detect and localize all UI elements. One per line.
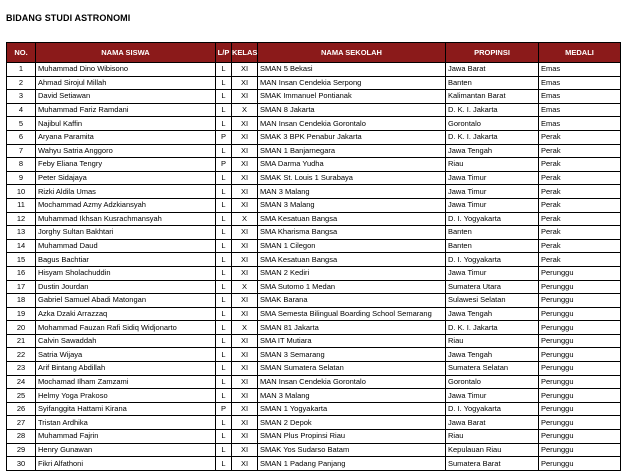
cell-nama-sekolah: SMA Kharisma Bangsa (258, 226, 446, 240)
cell-nama-sekolah: SMAK Immanuel Pontianak (258, 90, 446, 104)
cell-medali: Perunggu (539, 266, 621, 280)
cell-no: 28 (7, 430, 36, 444)
cell-lp: L (216, 226, 232, 240)
cell-nama-siswa: Feby Eliana Tengry (36, 158, 216, 172)
cell-lp: L (216, 307, 232, 321)
cell-lp: P (216, 130, 232, 144)
cell-lp: L (216, 348, 232, 362)
cell-nama-sekolah: SMAN 3 Malang (258, 198, 446, 212)
cell-no: 5 (7, 117, 36, 131)
cell-nama-sekolah: SMAK Barana (258, 294, 446, 308)
cell-lp: L (216, 375, 232, 389)
cell-nama-siswa: Satria Wijaya (36, 348, 216, 362)
cell-medali: Perunggu (539, 443, 621, 457)
table-row (7, 226, 621, 240)
cell-nama-siswa: Peter Sidajaya (36, 171, 216, 185)
cell-no: 8 (7, 158, 36, 172)
cell-propinsi: D. I. Yogyakarta (446, 212, 539, 226)
cell-medali: Emas (539, 76, 621, 90)
cell-no: 20 (7, 321, 36, 335)
cell-nama-siswa: Muhammad Fariz Ramdani (36, 103, 216, 117)
cell-nama-siswa: Fikri Alfathoni (36, 457, 216, 471)
cell-kelas: XI (232, 76, 258, 90)
cell-nama-siswa: Muhammad Ikhsan Kusrachmansyah (36, 212, 216, 226)
results-table (6, 42, 621, 471)
cell-lp: L (216, 416, 232, 430)
cell-propinsi: Sulawesi Selatan (446, 294, 539, 308)
cell-propinsi: Jawa Timur (446, 389, 539, 403)
cell-medali: Perak (539, 185, 621, 199)
cell-medali: Perak (539, 226, 621, 240)
cell-no: 14 (7, 239, 36, 253)
cell-no: 13 (7, 226, 36, 240)
cell-kelas: XI (232, 158, 258, 172)
cell-lp: L (216, 253, 232, 267)
cell-nama-siswa: Henry Gunawan (36, 443, 216, 457)
cell-no: 11 (7, 198, 36, 212)
table-row (7, 307, 621, 321)
cell-kelas: XI (232, 294, 258, 308)
cell-medali: Perak (539, 144, 621, 158)
cell-propinsi: D. K. I. Jakarta (446, 130, 539, 144)
cell-no: 19 (7, 307, 36, 321)
table-row (7, 280, 621, 294)
cell-kelas: XI (232, 198, 258, 212)
cell-no: 4 (7, 103, 36, 117)
cell-nama-siswa: Mochamad Ilham Zamzami (36, 375, 216, 389)
cell-lp: L (216, 362, 232, 376)
cell-nama-sekolah: SMAN 8 Jakarta (258, 103, 446, 117)
cell-nama-siswa: Tristan Ardhika (36, 416, 216, 430)
cell-lp: L (216, 321, 232, 335)
table-row (7, 90, 621, 104)
cell-nama-sekolah: SMAN Plus Propinsi Riau (258, 430, 446, 444)
table-row (7, 457, 621, 471)
table-row (7, 253, 621, 267)
cell-medali: Perak (539, 171, 621, 185)
cell-nama-siswa: Rizki Aldila Umas (36, 185, 216, 199)
cell-kelas: XI (232, 130, 258, 144)
cell-kelas: X (232, 103, 258, 117)
cell-propinsi: Jawa Timur (446, 171, 539, 185)
cell-no: 21 (7, 334, 36, 348)
cell-nama-sekolah: SMAN 2 Kediri (258, 266, 446, 280)
cell-propinsi: Sumatera Selatan (446, 362, 539, 376)
cell-no: 18 (7, 294, 36, 308)
cell-no: 16 (7, 266, 36, 280)
cell-nama-sekolah: SMAK St. Louis 1 Surabaya (258, 171, 446, 185)
cell-nama-siswa: Muhammad Daud (36, 239, 216, 253)
cell-medali: Perunggu (539, 280, 621, 294)
cell-nama-sekolah: MAN Insan Cendekia Serpong (258, 76, 446, 90)
cell-kelas: XI (232, 334, 258, 348)
table-header-row (7, 43, 621, 63)
cell-no: 10 (7, 185, 36, 199)
cell-no: 25 (7, 389, 36, 403)
cell-medali: Perunggu (539, 348, 621, 362)
cell-propinsi: Riau (446, 430, 539, 444)
cell-nama-sekolah: SMAN 1 Yogyakarta (258, 402, 446, 416)
cell-propinsi: D. I. Yogyakarta (446, 253, 539, 267)
cell-kelas: X (232, 280, 258, 294)
table-row (7, 362, 621, 376)
cell-medali: Perunggu (539, 416, 621, 430)
cell-nama-sekolah: SMAK 3 BPK Penabur Jakarta (258, 130, 446, 144)
cell-no: 17 (7, 280, 36, 294)
cell-lp: L (216, 334, 232, 348)
cell-kelas: XI (232, 117, 258, 131)
table-row (7, 158, 621, 172)
cell-nama-sekolah: SMAN 1 Cilegon (258, 239, 446, 253)
cell-nama-sekolah: SMA IT Mutiara (258, 334, 446, 348)
cell-kelas: XI (232, 226, 258, 240)
table-row (7, 416, 621, 430)
cell-medali: Perunggu (539, 307, 621, 321)
cell-nama-sekolah: SMAN 2 Depok (258, 416, 446, 430)
cell-no: 22 (7, 348, 36, 362)
cell-nama-sekolah: SMAN 3 Semarang (258, 348, 446, 362)
header-lp: L/P (216, 43, 232, 63)
cell-no: 15 (7, 253, 36, 267)
cell-nama-siswa: Wahyu Satria Anggoro (36, 144, 216, 158)
cell-propinsi: D. K. I. Jakarta (446, 321, 539, 335)
cell-propinsi: Jawa Timur (446, 185, 539, 199)
cell-medali: Perunggu (539, 389, 621, 403)
cell-propinsi: Kepulauan Riau (446, 443, 539, 457)
table-row (7, 294, 621, 308)
cell-kelas: X (232, 212, 258, 226)
cell-kelas: XI (232, 443, 258, 457)
cell-nama-siswa: Helmy Yoga Prakoso (36, 389, 216, 403)
cell-propinsi: Sumatera Barat (446, 457, 539, 471)
cell-no: 1 (7, 63, 36, 77)
cell-propinsi: Gorontalo (446, 117, 539, 131)
cell-propinsi: Gorontalo (446, 375, 539, 389)
cell-kelas: XI (232, 253, 258, 267)
cell-medali: Perunggu (539, 430, 621, 444)
table-row (7, 130, 621, 144)
header-nama-siswa: NAMA SISWA (36, 43, 216, 63)
cell-nama-siswa: Muhammad Fajrin (36, 430, 216, 444)
cell-nama-sekolah: SMAN 1 Padang Panjang (258, 457, 446, 471)
cell-no: 23 (7, 362, 36, 376)
cell-nama-sekolah: MAN Insan Cendekia Gorontalo (258, 117, 446, 131)
cell-lp: L (216, 185, 232, 199)
cell-nama-sekolah: MAN Insan Cendekia Gorontalo (258, 375, 446, 389)
cell-propinsi: Banten (446, 76, 539, 90)
cell-kelas: XI (232, 144, 258, 158)
cell-kelas: XI (232, 63, 258, 77)
cell-lp: L (216, 171, 232, 185)
cell-nama-sekolah: SMA Kesatuan Bangsa (258, 253, 446, 267)
cell-lp: L (216, 90, 232, 104)
table-row (7, 144, 621, 158)
table-row (7, 402, 621, 416)
cell-no: 7 (7, 144, 36, 158)
cell-no: 2 (7, 76, 36, 90)
cell-nama-sekolah: SMAN Sumatera Selatan (258, 362, 446, 376)
cell-propinsi: Jawa Barat (446, 63, 539, 77)
table-row (7, 198, 621, 212)
cell-medali: Perak (539, 212, 621, 226)
table-row (7, 321, 621, 335)
cell-nama-siswa: Gabriel Samuel Abadi Matongan (36, 294, 216, 308)
cell-nama-sekolah: SMA Sutomo 1 Medan (258, 280, 446, 294)
cell-kelas: XI (232, 266, 258, 280)
table-row (7, 239, 621, 253)
cell-lp: L (216, 103, 232, 117)
table-row (7, 63, 621, 77)
cell-kelas: XI (232, 348, 258, 362)
cell-medali: Perak (539, 239, 621, 253)
cell-kelas: X (232, 321, 258, 335)
cell-medali: Emas (539, 63, 621, 77)
cell-kelas: XI (232, 239, 258, 253)
cell-no: 3 (7, 90, 36, 104)
cell-medali: Perunggu (539, 402, 621, 416)
cell-nama-siswa: Ahmad Sirojul Millah (36, 76, 216, 90)
cell-nama-siswa: Najibul Kaffin (36, 117, 216, 131)
cell-lp: L (216, 280, 232, 294)
cell-medali: Perunggu (539, 362, 621, 376)
header-kelas: KELAS (232, 43, 258, 63)
cell-lp: L (216, 144, 232, 158)
cell-lp: P (216, 158, 232, 172)
cell-medali: Perak (539, 198, 621, 212)
cell-no: 27 (7, 416, 36, 430)
cell-kelas: XI (232, 416, 258, 430)
table-row (7, 348, 621, 362)
cell-kelas: XI (232, 457, 258, 471)
header-propinsi: PROPINSI (446, 43, 539, 63)
cell-no: 30 (7, 457, 36, 471)
cell-propinsi: Riau (446, 334, 539, 348)
cell-no: 12 (7, 212, 36, 226)
table-row (7, 212, 621, 226)
cell-medali: Perunggu (539, 375, 621, 389)
cell-medali: Perunggu (539, 321, 621, 335)
cell-propinsi: Kalimantan Barat (446, 90, 539, 104)
cell-propinsi: Jawa Timur (446, 266, 539, 280)
cell-lp: L (216, 76, 232, 90)
cell-kelas: XI (232, 362, 258, 376)
cell-nama-siswa: Aryana Paramita (36, 130, 216, 144)
cell-nama-siswa: Hisyam Sholachuddin (36, 266, 216, 280)
cell-lp: L (216, 294, 232, 308)
cell-medali: Emas (539, 117, 621, 131)
cell-propinsi: D. I. Yogyakarta (446, 402, 539, 416)
cell-kelas: XI (232, 402, 258, 416)
page-title: BIDANG STUDI ASTRONOMI (6, 13, 131, 23)
table-row (7, 185, 621, 199)
table-body (7, 63, 621, 471)
cell-nama-siswa: Muhammad Dino Wibisono (36, 63, 216, 77)
cell-propinsi: Jawa Tengah (446, 307, 539, 321)
cell-propinsi: Sumatera Utara (446, 280, 539, 294)
cell-propinsi: Jawa Barat (446, 416, 539, 430)
cell-lp: L (216, 389, 232, 403)
table-row (7, 266, 621, 280)
cell-medali: Perak (539, 130, 621, 144)
cell-lp: L (216, 443, 232, 457)
cell-lp: L (216, 212, 232, 226)
cell-propinsi: Banten (446, 239, 539, 253)
cell-no: 24 (7, 375, 36, 389)
table-row (7, 430, 621, 444)
cell-kelas: XI (232, 375, 258, 389)
cell-medali: Emas (539, 90, 621, 104)
cell-medali: Perunggu (539, 457, 621, 471)
cell-lp: L (216, 198, 232, 212)
cell-nama-siswa: Mohammad Fauzan Rafi Sidiq Widjonarto (36, 321, 216, 335)
cell-nama-siswa: Jorghy Sultan Bakhtari (36, 226, 216, 240)
cell-lp: L (216, 457, 232, 471)
cell-kelas: XI (232, 171, 258, 185)
cell-kelas: XI (232, 307, 258, 321)
cell-kelas: XI (232, 185, 258, 199)
cell-no: 6 (7, 130, 36, 144)
table-row (7, 334, 621, 348)
cell-nama-siswa: Syifanggita Hattami Kirana (36, 402, 216, 416)
cell-no: 29 (7, 443, 36, 457)
header-medali: MEDALI (539, 43, 621, 63)
cell-nama-sekolah: SMA Semesta Bilingual Boarding School Semarang (258, 307, 446, 321)
cell-nama-siswa: Calvin Sawaddah (36, 334, 216, 348)
cell-propinsi: Jawa Tengah (446, 144, 539, 158)
cell-lp: L (216, 239, 232, 253)
cell-propinsi: Jawa Timur (446, 198, 539, 212)
header-no: NO. (7, 43, 36, 63)
cell-nama-sekolah: SMAN 5 Bekasi (258, 63, 446, 77)
cell-nama-siswa: David Setiawan (36, 90, 216, 104)
cell-nama-sekolah: SMAK Yos Sudarso Batam (258, 443, 446, 457)
cell-medali: Perunggu (539, 334, 621, 348)
cell-kelas: XI (232, 90, 258, 104)
cell-lp: L (216, 430, 232, 444)
cell-nama-sekolah: SMAN 81 Jakarta (258, 321, 446, 335)
cell-lp: L (216, 266, 232, 280)
cell-no: 26 (7, 402, 36, 416)
cell-nama-sekolah: MAN 3 Malang (258, 389, 446, 403)
cell-nama-siswa: Azka Dzaki Arrazzaq (36, 307, 216, 321)
cell-medali: Perunggu (539, 294, 621, 308)
cell-nama-siswa: Dustin Jourdan (36, 280, 216, 294)
table-row (7, 389, 621, 403)
cell-medali: Perak (539, 158, 621, 172)
cell-propinsi: D. K. I. Jakarta (446, 103, 539, 117)
cell-nama-sekolah: SMA Darma Yudha (258, 158, 446, 172)
cell-lp: L (216, 63, 232, 77)
header-nama-sekolah: NAMA SEKOLAH (258, 43, 446, 63)
cell-nama-sekolah: SMA Kesatuan Bangsa (258, 212, 446, 226)
table-row (7, 117, 621, 131)
cell-nama-siswa: Bagus Bachtiar (36, 253, 216, 267)
cell-kelas: XI (232, 430, 258, 444)
cell-nama-siswa: Mochammad Azmy Adzkiansyah (36, 198, 216, 212)
cell-nama-sekolah: MAN 3 Malang (258, 185, 446, 199)
table-row (7, 171, 621, 185)
cell-nama-siswa: Arif Bintang Abdillah (36, 362, 216, 376)
table-row (7, 375, 621, 389)
cell-lp: L (216, 117, 232, 131)
cell-no: 9 (7, 171, 36, 185)
cell-kelas: XI (232, 389, 258, 403)
cell-propinsi: Riau (446, 158, 539, 172)
cell-nama-sekolah: SMAN 1 Banjarnegara (258, 144, 446, 158)
table-row (7, 76, 621, 90)
cell-medali: Perak (539, 253, 621, 267)
cell-lp: P (216, 402, 232, 416)
table-row (7, 443, 621, 457)
table-row (7, 103, 621, 117)
cell-medali: Emas (539, 103, 621, 117)
cell-propinsi: Jawa Tengah (446, 348, 539, 362)
cell-propinsi: Banten (446, 226, 539, 240)
